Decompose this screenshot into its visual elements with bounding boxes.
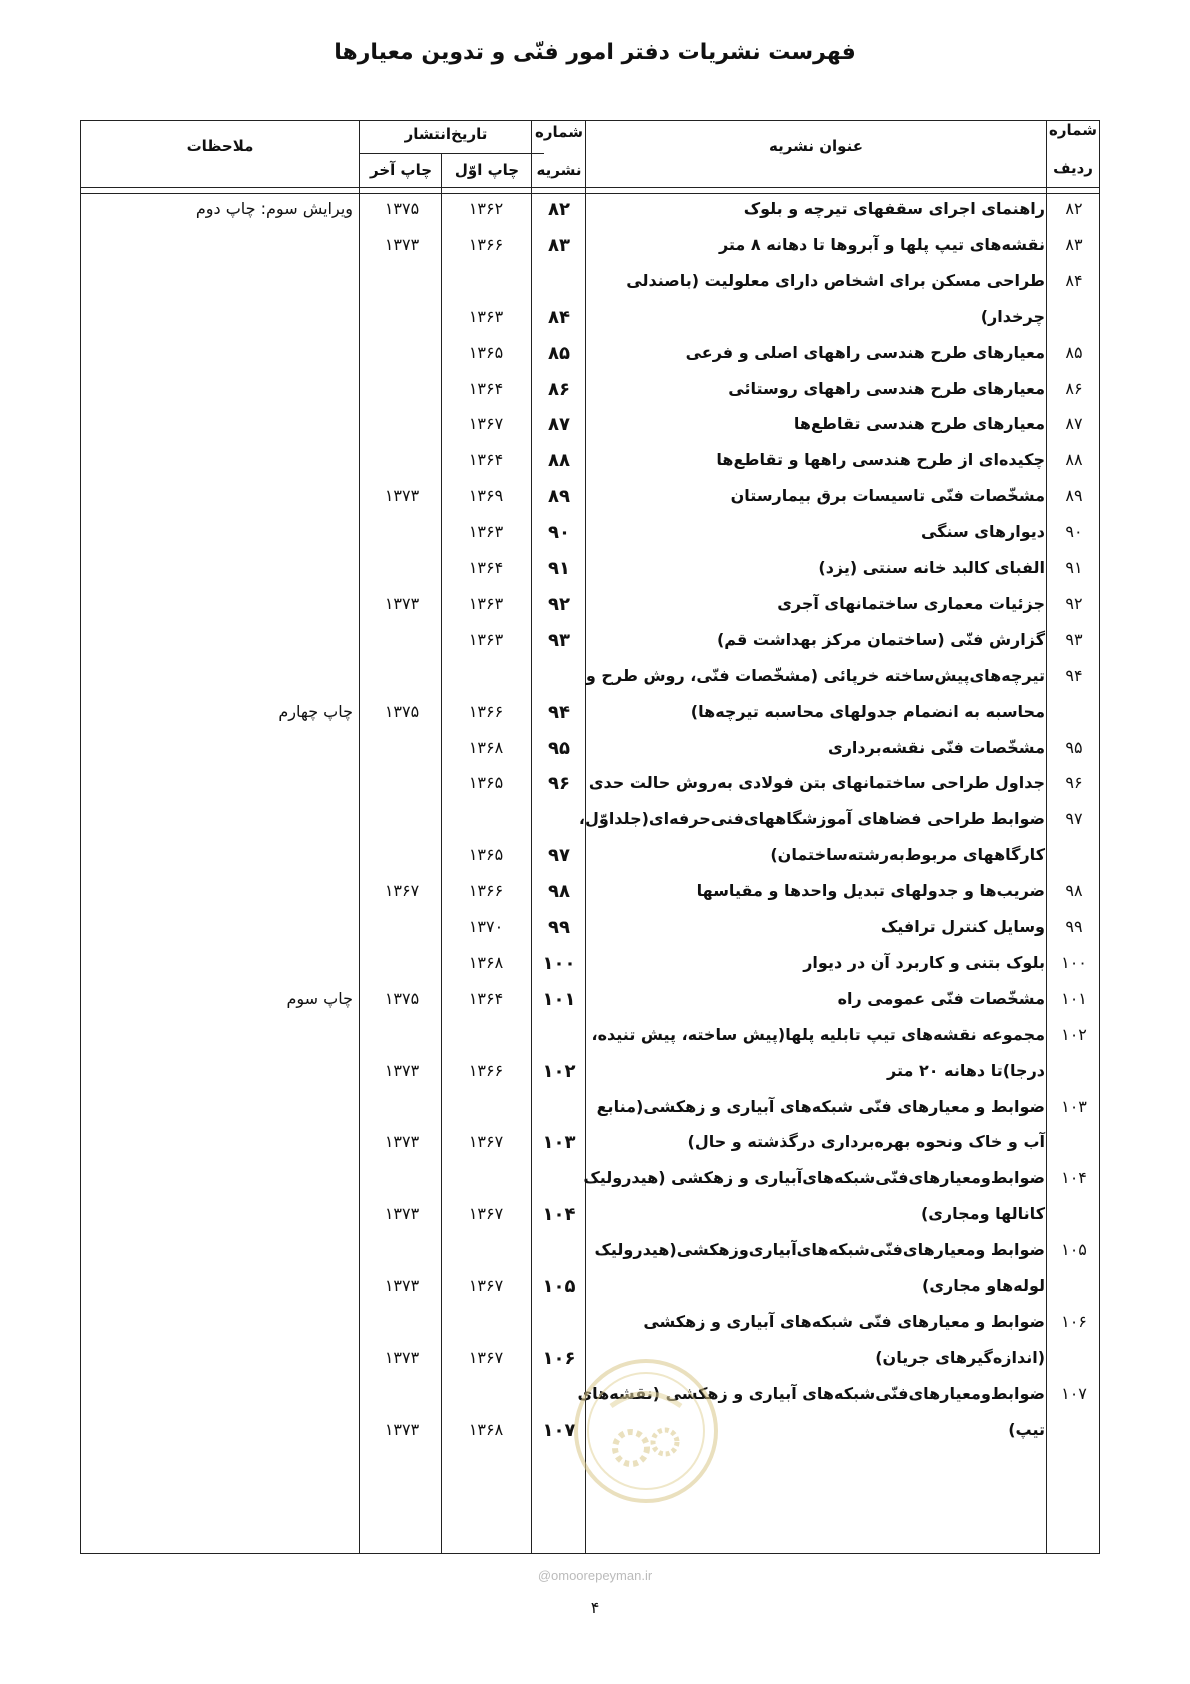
publication-title: معیارهای طرح هندسی راههای روستائی <box>728 378 1045 398</box>
first-print-year: ۱۳۶۷ <box>468 1204 504 1224</box>
publication-title: ضوابط و معیارهای فنّی شبکه‌های آبیاری و زهکشی(منابع <box>596 1096 1045 1116</box>
publication-number: ۸۵ <box>548 342 570 364</box>
last-print-year: ۱۳۷۳ <box>384 1132 420 1152</box>
first-print-year: ۱۳۶۸ <box>468 952 504 972</box>
publication-number: ۸۸ <box>548 450 570 472</box>
notes: چاپ سوم <box>286 988 353 1008</box>
publication-number: ۱۰۴ <box>542 1204 576 1226</box>
publication-title: کانالها ومجاری) <box>920 1204 1045 1224</box>
row-number: ۹۳ <box>1065 629 1083 649</box>
first-print-year: ۱۳۶۵ <box>468 845 504 865</box>
col-divider-title <box>585 121 586 1553</box>
last-print-year: ۱۳۶۷ <box>384 881 420 901</box>
publication-title: جزئیات معماری ساختمانهای آجری <box>777 593 1045 613</box>
publication-number: ۹۵ <box>548 737 570 759</box>
row-number: ۹۰ <box>1065 522 1083 542</box>
first-print-year: ۱۳۶۷ <box>468 1276 504 1295</box>
row-number: ۸۸ <box>1065 450 1083 470</box>
last-print-year: ۱۳۷۵ <box>384 199 420 218</box>
publication-title: دیوارهای سنگی <box>920 522 1045 542</box>
publication-title: مشخّصات فنّی نقشه‌برداری <box>828 737 1045 757</box>
publication-number: ۹۴ <box>548 701 570 723</box>
first-print-year: ۱۳۶۶ <box>468 234 504 254</box>
publication-number: ۸۴ <box>548 306 570 328</box>
publication-number: ۹۱ <box>548 558 570 579</box>
col-divider-pub <box>531 121 532 1553</box>
first-print-year: ۱۳۶۴ <box>468 558 504 577</box>
row-number: ۸۷ <box>1065 414 1083 434</box>
row-number: ۹۸ <box>1065 881 1083 901</box>
row-number: ۱۰۰ <box>1061 952 1087 972</box>
row-number: ۱۰۳ <box>1061 1096 1087 1116</box>
first-print-year: ۱۳۶۴ <box>468 450 504 470</box>
row-number: ۸۲ <box>1065 199 1083 218</box>
first-print-year: ۱۳۷۰ <box>468 917 504 936</box>
row-number: ۸۶ <box>1065 378 1083 398</box>
row-number: ۹۷ <box>1065 809 1083 829</box>
publication-title: ضریب‌ها و جدولهای تبدیل واحدها و مقیاسها <box>696 881 1045 901</box>
publication-title: چرخدار) <box>980 306 1045 326</box>
first-print-year: ۱۳۶۸ <box>468 737 504 757</box>
last-print-year: ۱۳۷۳ <box>384 1204 420 1224</box>
publication-number: ۱۰۵ <box>542 1276 576 1297</box>
publication-title: ضوابط و معیارهای فنّی شبکه‌های آبیاری و زهکشی <box>643 1311 1045 1331</box>
publication-title: ضوابط طراحی فضاهای آموزشگاههای‌فنی‌حرفه‌ای(جلداوّل، <box>578 809 1045 829</box>
row-number: ۱۰۷ <box>1061 1383 1087 1403</box>
first-print-year: ۱۳۶۳ <box>468 522 504 542</box>
last-print-year: ۱۳۷۳ <box>384 486 420 506</box>
last-print-year: ۱۳۷۳ <box>384 234 420 254</box>
header-row-no-2: ردیف <box>1053 159 1093 177</box>
publication-number: ۱۰۲ <box>542 1060 576 1082</box>
row-number: ۱۰۲ <box>1061 1024 1087 1044</box>
row-number: ۱۰۶ <box>1061 1311 1087 1331</box>
first-print-year: ۱۳۶۲ <box>468 199 504 218</box>
first-print-year: ۱۳۶۸ <box>468 1419 504 1439</box>
header-bottom-line <box>81 187 1099 188</box>
last-print-year: ۱۳۷۳ <box>384 1276 420 1295</box>
publication-number: ۱۰۳ <box>542 1132 576 1154</box>
first-print-year: ۱۳۶۶ <box>468 701 504 721</box>
first-print-year: ۱۳۶۵ <box>468 773 504 793</box>
header-first-print: چاپ اوّل <box>454 161 520 179</box>
header-title: عنوان نشریه <box>769 137 863 155</box>
header-last-print: چاپ آخر <box>369 161 433 179</box>
publication-title: ضوابط‌ومعیارهای‌فنّی‌شبکه‌های‌آبیاری و زهکشی (هیدرولیک <box>583 1168 1045 1188</box>
row-number: ۱۰۴ <box>1061 1168 1087 1188</box>
col-divider-row <box>1046 121 1047 1553</box>
header-pub-date: تاریخ‌انتشار <box>404 125 488 143</box>
row-number: ۸۵ <box>1065 342 1083 362</box>
publication-title: کارگاههای مربوط‌به‌رشته‌ساختمان) <box>770 845 1045 865</box>
last-print-year: ۱۳۷۵ <box>384 701 420 721</box>
site-credit: @omoorepeyman.ir <box>537 1568 653 1583</box>
header-row-no-1: شماره <box>1049 121 1097 139</box>
row-number: ۱۰۱ <box>1061 988 1087 1008</box>
first-print-year: ۱۳۶۹ <box>468 486 504 506</box>
publication-title: چکیده‌ای از طرح هندسی راهها و تقاطع‌ها <box>716 450 1045 470</box>
publication-number: ۹۶ <box>548 773 570 795</box>
col-divider-notes <box>359 121 360 1553</box>
first-print-year: ۱۳۶۷ <box>468 414 504 434</box>
row-number: ۹۴ <box>1065 665 1083 685</box>
last-print-year: ۱۳۷۵ <box>384 988 420 1008</box>
publication-number: ۹۳ <box>548 629 570 651</box>
publication-number: ۸۷ <box>548 414 570 436</box>
first-print-year: ۱۳۶۴ <box>468 378 504 398</box>
publication-number: ۸۹ <box>548 486 570 508</box>
first-print-year: ۱۳۶۶ <box>468 1060 504 1080</box>
first-print-year: ۱۳۶۳ <box>468 593 504 613</box>
first-print-year: ۱۳۶۴ <box>468 988 504 1008</box>
header-pub-no-1: شماره <box>535 123 583 141</box>
publication-title: معیارهای طرح هندسی تقاطع‌ها <box>793 414 1045 434</box>
publication-title: درجا)تا دهانه ۲۰ متر <box>887 1060 1045 1080</box>
header-bottom-line-2 <box>81 193 1099 194</box>
publication-title: جداول طراحی ساختمانهای بتن فولادی به‌روش حالت حدی <box>588 773 1045 793</box>
publication-title: بلوک بتنی و کاربرد آن در دیوار <box>803 952 1045 972</box>
last-print-year: ۱۳۷۳ <box>384 593 420 613</box>
row-number: ۹۵ <box>1065 737 1083 757</box>
publication-number: ۸۳ <box>548 234 570 256</box>
publication-title: نقشه‌های تیپ پلها و آبروها تا دهانه ۸ متر <box>718 234 1045 254</box>
publication-title: مجموعه نقشه‌های تیپ تابلیه پلها(پیش ساخته، پیش تنیده، <box>591 1024 1045 1044</box>
publisher-seal-watermark <box>571 1356 721 1506</box>
publication-title: مشخّصات فنّی عمومی راه <box>837 988 1045 1008</box>
first-print-year: ۱۳۶۳ <box>468 629 504 649</box>
first-print-year: ۱۳۶۳ <box>468 306 504 326</box>
first-print-year: ۱۳۶۶ <box>468 881 504 901</box>
publication-title: محاسبه به انضمام جدولهای محاسبه تیرچه‌ها) <box>690 701 1045 721</box>
row-number: ۹۹ <box>1065 917 1083 936</box>
notes: ویرایش سوم: چاپ دوم <box>195 199 353 218</box>
header-date-divider <box>359 153 544 154</box>
notes: چاپ چهارم <box>278 701 353 721</box>
publication-number: ۱۰۷ <box>542 1419 576 1441</box>
row-number: ۹۶ <box>1065 773 1083 793</box>
row-number: ۸۳ <box>1065 234 1083 254</box>
publication-number: ۹۷ <box>548 845 570 867</box>
row-number: ۸۴ <box>1065 270 1083 290</box>
row-number: ۸۹ <box>1065 486 1083 506</box>
publication-number: ۱۰۰ <box>542 952 576 974</box>
header-pub-no-2: نشریه <box>536 161 582 179</box>
publications-table <box>80 120 1100 1554</box>
publication-title: مشخّصات فنّی تاسیسات برق بیمارستان <box>730 486 1045 506</box>
publication-title: آب و خاک ونحوه بهره‌برداری درگذشته و حال) <box>687 1132 1045 1152</box>
publication-title: وسایل کنترل ترافیک <box>880 917 1045 936</box>
publication-title: معیارهای طرح هندسی راههای اصلی و فرعی <box>685 342 1045 362</box>
publication-title: طراحی مسکن برای اشخاص دارای معلولیت (باصندلی <box>626 270 1045 290</box>
row-number: ۱۰۵ <box>1061 1240 1087 1260</box>
publication-number: ۸۲ <box>548 199 570 220</box>
publication-title: راهنمای اجرای سقفهای تیرچه و بلوک <box>743 199 1045 218</box>
row-number: ۹۲ <box>1065 593 1083 613</box>
first-print-year: ۱۳۶۷ <box>468 1132 504 1152</box>
publication-number: ۹۸ <box>548 881 570 903</box>
first-print-year: ۱۳۶۵ <box>468 342 504 362</box>
last-print-year: ۱۳۷۳ <box>384 1419 420 1439</box>
first-print-year: ۱۳۶۷ <box>468 1347 504 1367</box>
publication-number: ۹۹ <box>548 917 570 938</box>
publication-title: ضوابط ومعیارهای‌فنّی‌شبکه‌های‌آبیاری‌وزهکشی(هیدرولیک <box>594 1240 1045 1260</box>
publication-number: ۸۶ <box>548 378 570 400</box>
publication-number: ۱۰۱ <box>542 988 576 1010</box>
publication-number: ۹۰ <box>548 522 570 544</box>
publication-title: الفبای کالبد خانه سنتی (یزد) <box>818 558 1045 577</box>
last-print-year: ۱۳۷۳ <box>384 1347 420 1367</box>
header-notes: ملاحظات <box>186 137 254 155</box>
publication-title: گزارش فنّی (ساختمان مرکز بهداشت قم) <box>716 629 1045 649</box>
publication-title: تیرچه‌های‌پیش‌ساخته خرپائی (مشخّصات فنّی، روش طرح و <box>585 665 1045 685</box>
page-title: فهرست نشریات دفتر امور فنّی و تدوین معیارها <box>334 40 856 65</box>
col-divider-dates <box>441 153 442 1553</box>
publication-title: (اندازه‌گیرهای جریان) <box>875 1347 1045 1367</box>
publication-title: تیپ) <box>1008 1419 1045 1439</box>
last-print-year: ۱۳۷۳ <box>384 1060 420 1080</box>
page-number: ۴ <box>590 1598 600 1617</box>
publication-title: ضوابط‌ومعیارهای‌فنّی‌شبکه‌های آبیاری و زهکشی (نقشه‌های <box>577 1383 1045 1403</box>
publication-number: ۱۰۶ <box>542 1347 576 1369</box>
publication-number: ۹۲ <box>548 593 570 615</box>
publication-title: لوله‌هاو مجاری) <box>922 1276 1045 1295</box>
row-number: ۹۱ <box>1065 558 1083 577</box>
